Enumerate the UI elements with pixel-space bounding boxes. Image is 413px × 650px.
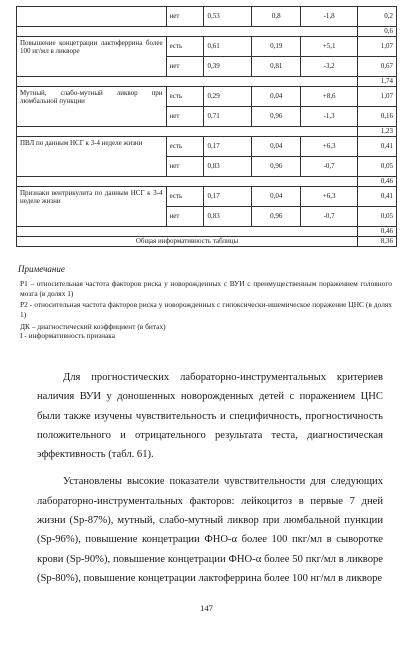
table-cell: 0,16 [358,107,397,127]
table-cell: 1,07 [358,87,397,107]
table-cell-factor [17,7,167,27]
table-cell: +5,1 [301,37,358,57]
table-cell: есть [166,187,204,207]
table-cell: +8,6 [301,87,358,107]
table-cell: 0,61 [204,37,252,57]
table-cell-informativity-sum: 1,23 [358,127,397,137]
table-cell: 0,05 [358,157,397,177]
page-number: 147 [200,603,213,613]
table-cell: 0,96 [252,207,301,227]
table-cell-factor: ПВЛ по данным НСГ к 3-4 неделе жизни [17,137,167,177]
table-cell: -0,7 [301,207,358,227]
table-cell: 0,96 [252,157,301,177]
body-paragraph-1: Для прогностических лабораторно-инструментальных критериев наличия ВУИ у доношенных новорожденных детей с поражением ЦНС были также изучены чувствительность и специфичность, прогностичность положительного и отрицательного результата теста, диагностическая эффективность (табл. 61). [37,372,383,461]
table-cell-factor: Мутный, слабо-мутный ликвор при люмбальной пункции [17,87,167,127]
table-cell: 0,19 [252,37,301,57]
body-paragraph-2: Установлены высокие показатели чувствительности для следующих лабораторно-инструментальных факторов: лейкоцитоз в первые 7 дней жизни (Sp-87%), мутный, слабо-мутный ликвор при люмбальной пункции (Sp-96%), повышение концетрации ФНО-α более 100 пкг/мл в сыворотке крови (Sp-90%), повышение концетрации ФНО-α более 50 пкг/мл в ликворе (Sp-80%), повышение концетрации лактоферрина более 100 нг/мл в ликворе [37,476,383,584]
table-cell: есть [166,87,204,107]
table-cell [17,227,358,237]
table-cell: 0,29 [204,87,252,107]
table-cell-factor: Признаки вентрикулита по данным НСГ к 3-4 неделе жизни [17,187,167,227]
table-cell: 0,17 [204,187,252,207]
table-cell: нет [166,207,204,227]
table-cell: 0,67 [358,57,397,77]
table-total-row [17,177,397,187]
body-text [37,368,383,588]
table-cell: 0,71 [204,107,252,127]
data-table [16,6,397,247]
table-cell: 0,41 [358,137,397,157]
table-cell: 0,04 [252,137,301,157]
table-cell: 0,39 [204,57,252,77]
note-p2: Р2 - относительная частота факторов риска у новорожденных с гипоксически-ишемическое поражение ЦНС (в долях 1) [20,300,392,319]
table-cell [17,177,358,187]
table-row [17,87,397,107]
notes-title: Примечание [18,264,65,274]
table-cell-informativity-sum: 0,46 [358,177,397,187]
table-cell: 0,96 [252,107,301,127]
table-cell: есть [166,137,204,157]
table-cell: 0,04 [252,87,301,107]
table-summary-row [17,237,397,247]
table-row [17,37,397,57]
table-cell: нет [166,57,204,77]
table-cell-factor: Повышение концетрации лактоферрина более 100 нг/мл в ликворе [17,37,167,77]
table-total-row [17,127,397,137]
table-row [17,137,397,157]
note-p3: ДК – диагностический коэффициент (в битах) [20,321,166,331]
notes-block [20,279,392,343]
table-cell: 0,05 [358,207,397,227]
table-cell: 0,8 [252,7,301,27]
table-total-row [17,77,397,87]
table-cell [17,27,358,37]
table-cell: +6,3 [301,187,358,207]
table-cell: нет [166,107,204,127]
table-cell: 0,83 [204,207,252,227]
table-cell: 0,17 [204,137,252,157]
table-cell [17,77,358,87]
table-cell: 0,53 [204,7,252,27]
table-cell: -0,7 [301,157,358,177]
note-p4: I - информативность признака [20,331,116,341]
table-row [17,7,397,27]
summary-value: 8,36 [358,237,397,247]
table-cell-informativity-sum: 0,6 [358,27,397,37]
table-cell: 0,2 [358,7,397,27]
table-total-row [17,227,397,237]
table-cell: -1,8 [301,7,358,27]
table-cell: нет [166,157,204,177]
table-cell: -3,2 [301,57,358,77]
summary-label: Общая информативность таблицы [17,237,358,247]
table-row [17,187,397,207]
table-cell: 0,04 [252,187,301,207]
table-cell: 0,81 [252,57,301,77]
table-cell: +6,3 [301,137,358,157]
table-cell: 0,83 [204,157,252,177]
table-cell: 0,41 [358,187,397,207]
table-cell: -1,3 [301,107,358,127]
table-cell-informativity-sum: 1,74 [358,77,397,87]
table-cell: 1,07 [358,37,397,57]
table-cell: нет [166,7,204,27]
note-p1: Р1 – относительная частота факторов риска у новорожденных с ВУИ с преимущественным поражением головного мозга (в долях 1) [20,279,392,298]
table-cell [17,127,358,137]
table-cell-informativity-sum: 0,46 [358,227,397,237]
table-total-row [17,27,397,37]
table-cell: есть [166,37,204,57]
